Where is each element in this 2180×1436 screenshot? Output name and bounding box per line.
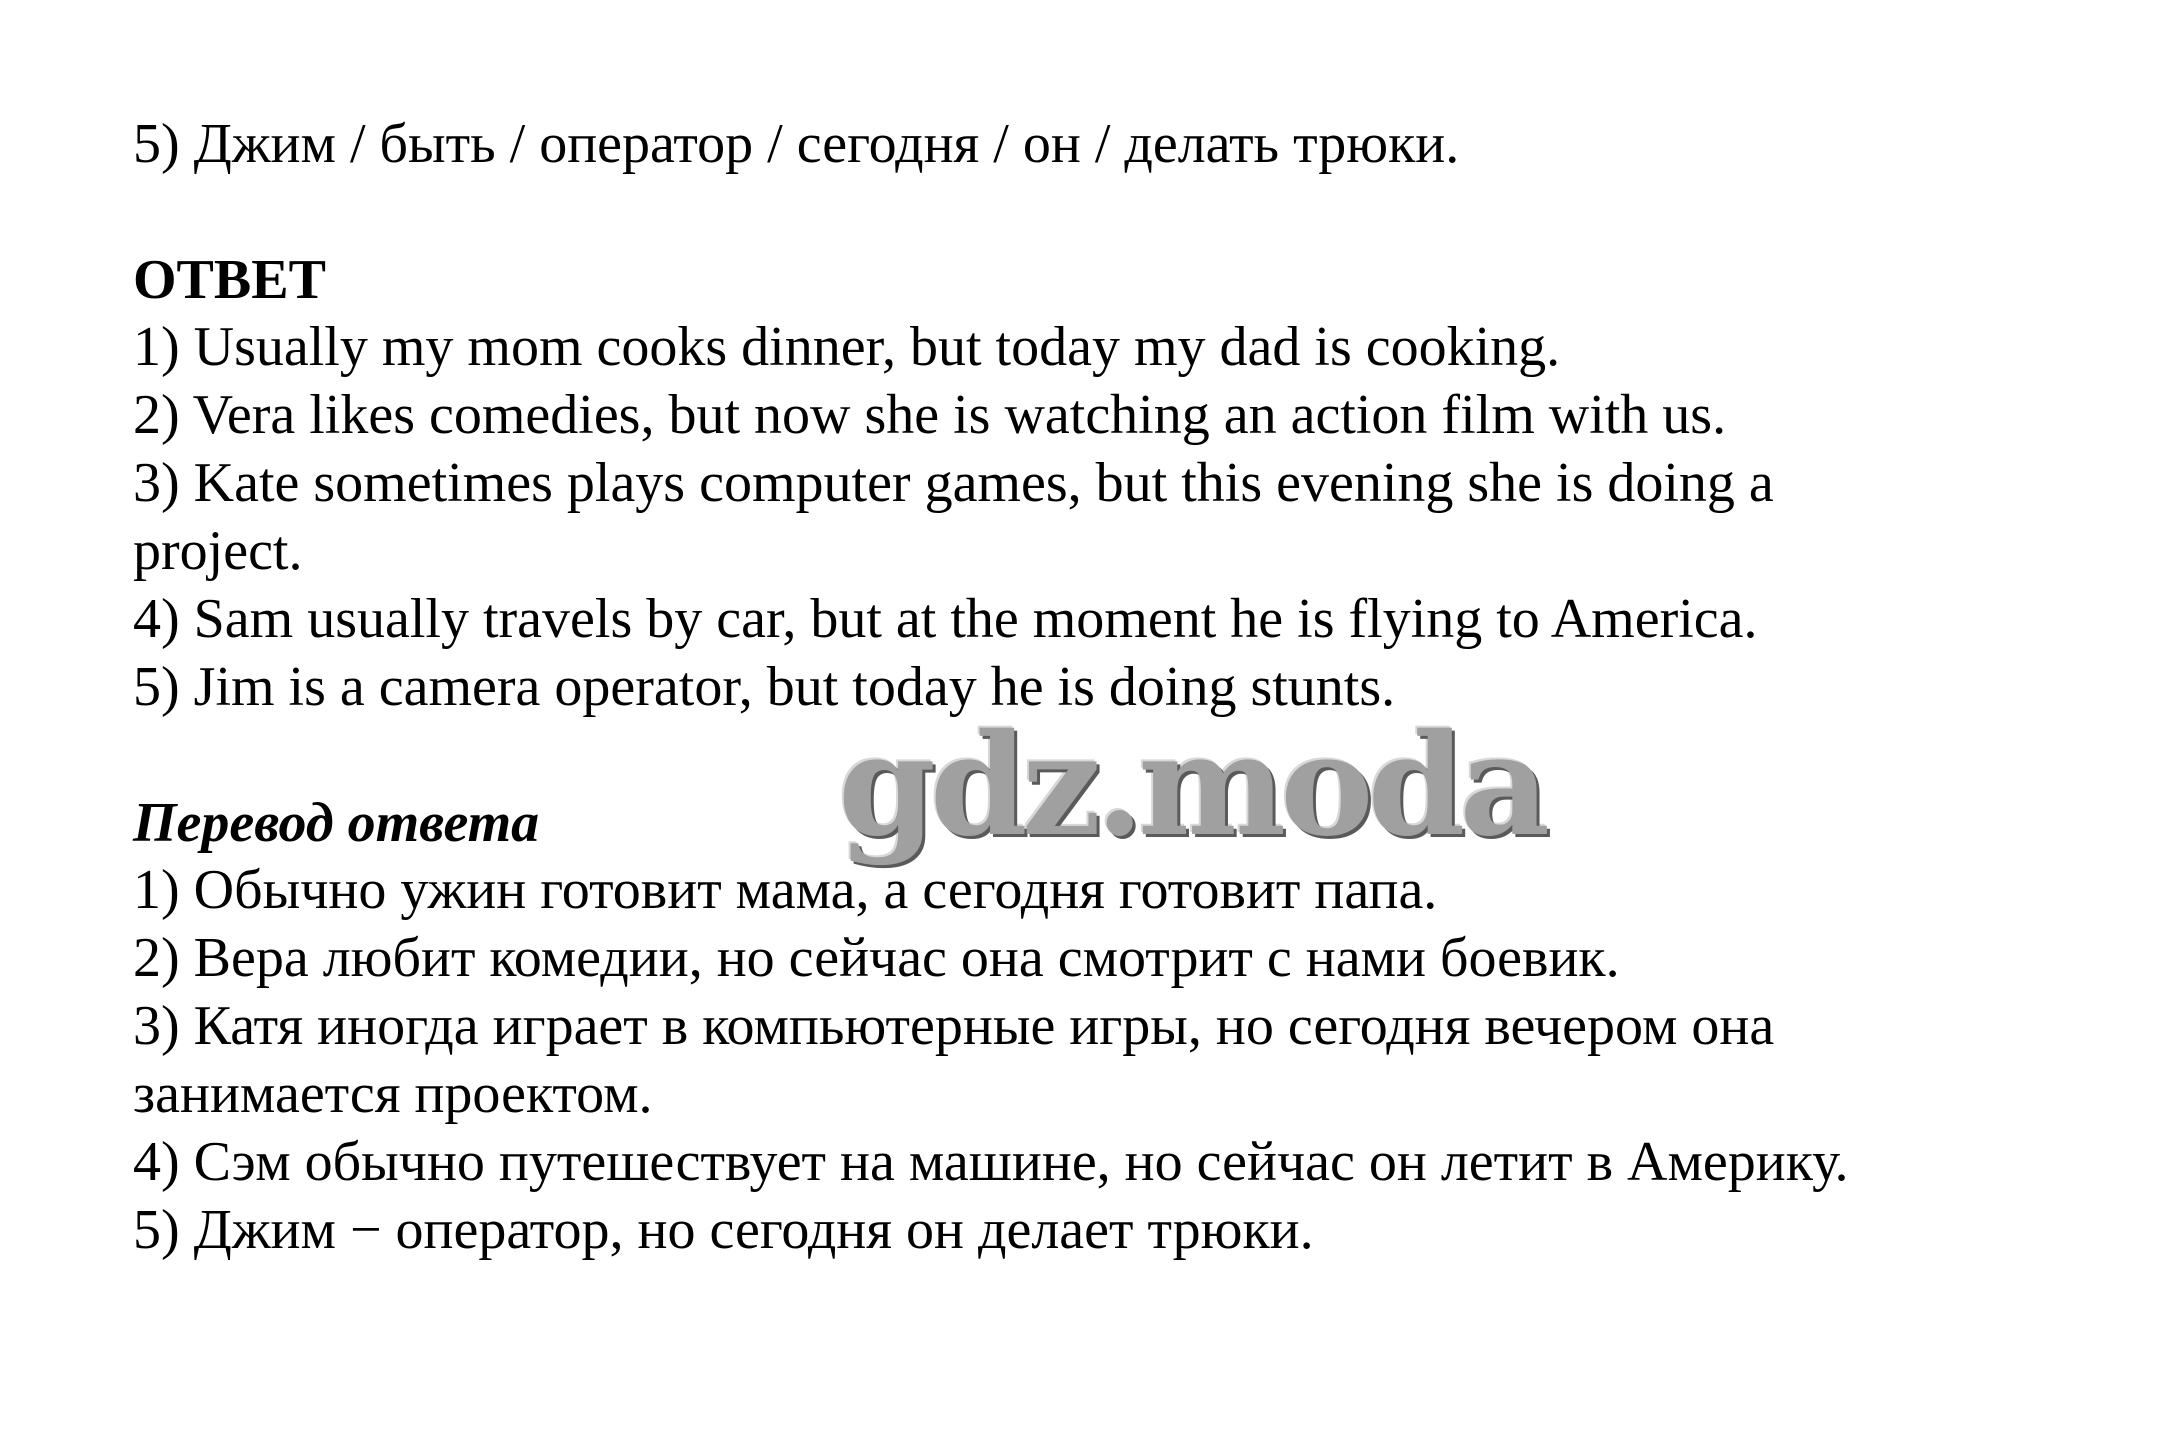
watermark-logo: gdz.moda [838,704,1545,868]
translation-line: 3) Катя иногда играет в компьютерные игры, но сегодня вечером она [133,995,1775,1057]
translation-line: 2) Вера любит комедии, но сейчас она смотрит с нами боевик. [133,927,1620,989]
task-line: 5) Джим / быть / оператор / сегодня / он / делать трюки. [133,113,1460,175]
answer-line: project. [133,520,303,582]
answer-line: 4) Sam usually travels by car, but at the moment he is flying to America. [133,588,1758,650]
translation-line: 4) Сэм обычно путешествует на машине, но сейчас он летит в Америку. [133,1131,1849,1193]
answer-line: 2) Vera likes comedies, but now she is watching an action film with us. [133,384,1727,446]
translation-heading: Перевод ответа [133,792,540,854]
answer-heading: ОТВЕТ [133,249,326,311]
answer-line: 1) Usually my mom cooks dinner, but today my dad is cooking. [133,316,1561,378]
answer-line: 3) Kate sometimes plays computer games, but this evening she is doing a [133,452,1774,514]
translation-line: 5) Джим − оператор, но сегодня он делает трюки. [133,1199,1314,1261]
translation-line: 1) Обычно ужин готовит мама, а сегодня готовит папа. [133,859,1438,921]
translation-line: занимается проектом. [133,1063,653,1125]
answer-line: 5) Jim is a camera operator, but today he is doing stunts. [133,656,1396,718]
